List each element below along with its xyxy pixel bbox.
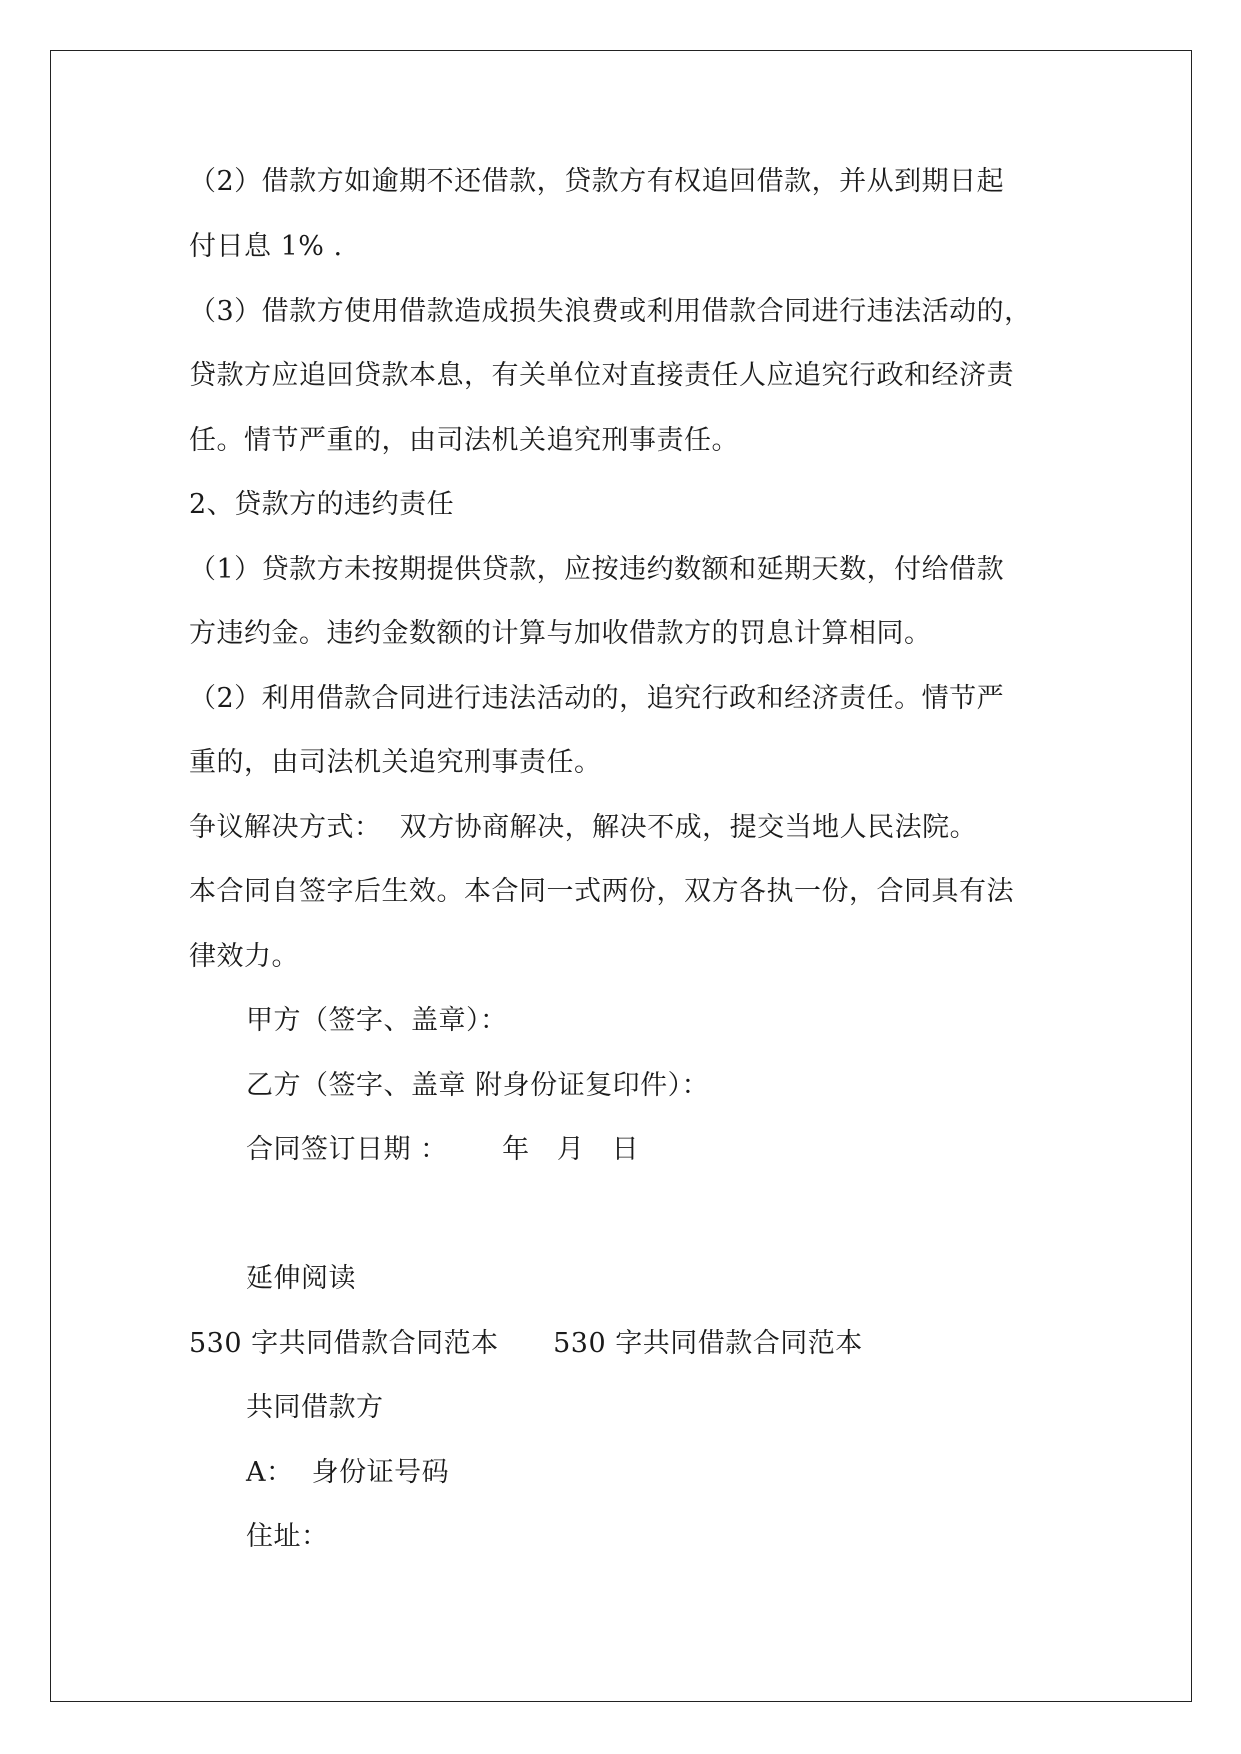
text-line: 任。情节严重的，由司法机关追究刑事责任。 (189, 425, 739, 456)
text-line: 贷款方应追回贷款本息，有关单位对直接责任人应追究行政和经济责 (189, 360, 1014, 391)
text-line: 重的，由司法机关追究刑事责任。 (189, 747, 602, 778)
dispute-resolution: 争议解决方式： 双方协商解决，解决不成，提交当地人民法院。 (189, 812, 978, 843)
text-line: （1）贷款方未按期提供贷款，应按违约数额和延期天数，付给借款 (189, 554, 1005, 585)
signing-date: 合同签订日期 ： 年 月 日 (246, 1134, 640, 1165)
text-line: （2）借款方如逾期不还借款，贷款方有权追回借款，并从到期日起 (189, 166, 1005, 197)
text-line: 律效力。 (189, 941, 299, 972)
section-heading: 2、贷款方的违约责任 (189, 489, 455, 520)
further-reading-titles: 530 字共同借款合同范本 530 字共同借款合同范本 (189, 1328, 863, 1359)
text-line: 本合同自签字后生效。本合同一式两份，双方各执一份，合同具有法 (189, 876, 1014, 907)
co-borrower-heading: 共同借款方 (246, 1392, 384, 1423)
text-line: 付日息 1% . (189, 231, 343, 262)
address-label: 住址： (246, 1521, 329, 1552)
text-line: （2）利用借款合同进行违法活动的，追究行政和经济责任。情节严 (189, 683, 1005, 714)
borrower-a-id: A： 身份证号码 (246, 1457, 450, 1488)
text-line: （3）借款方使用借款造成损失浪费或利用借款合同进行违法活动的， (189, 296, 1032, 327)
party-a-signature: 甲方（签字、盖章）： (246, 1005, 508, 1036)
text-line: 方违约金。违约金数额的计算与加收借款方的罚息计算相同。 (189, 618, 932, 649)
further-reading-heading: 延伸阅读 (246, 1263, 356, 1294)
party-b-signature: 乙方（签字、盖章 附身份证复印件）： (246, 1070, 710, 1101)
